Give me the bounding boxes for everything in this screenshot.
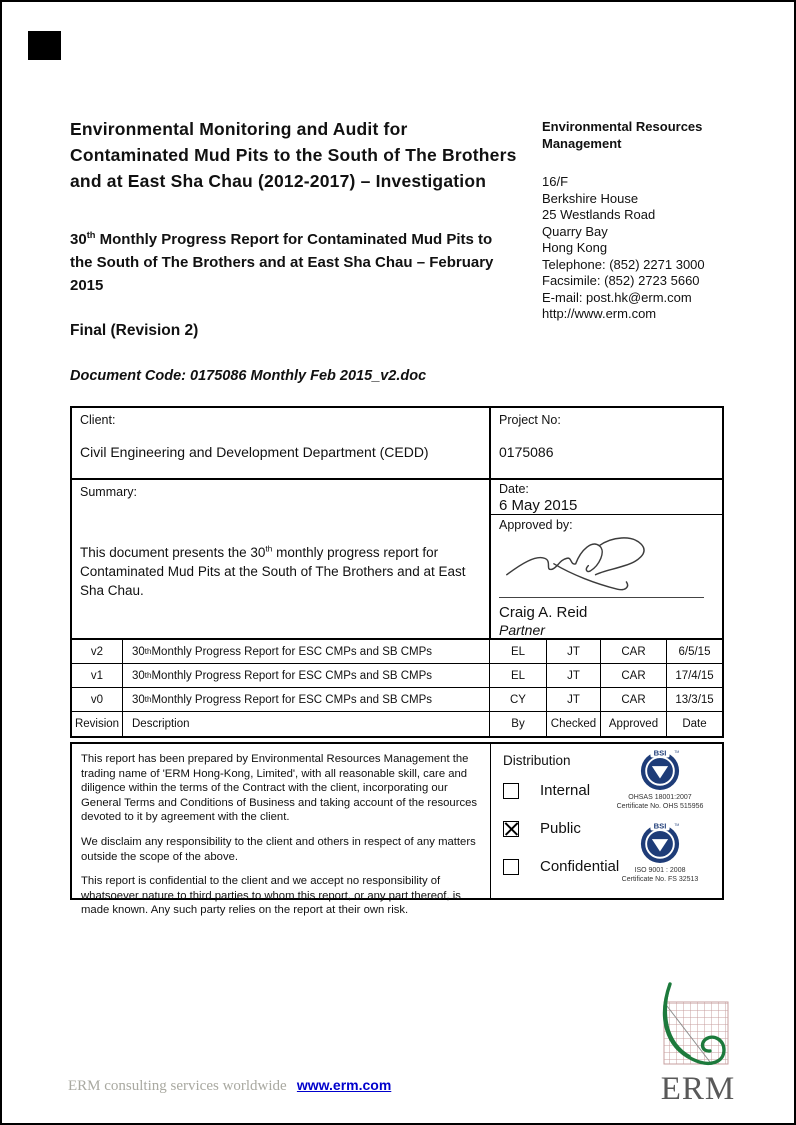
svg-text:TM: TM <box>674 749 680 754</box>
address-line: Berkshire House <box>542 190 639 206</box>
disclaimer-distribution-box <box>70 742 724 917</box>
project-no-label: Project No: <box>499 413 561 427</box>
revision-checked: JT <box>547 664 601 687</box>
signature-scribble <box>499 533 694 591</box>
distribution-cell <box>491 744 722 898</box>
confidential-label: Confidential <box>540 858 620 875</box>
revision-version: v0 <box>72 688 123 711</box>
project-no-cell <box>491 408 722 478</box>
desc-rest: Monthly Progress Report for ESC CMPs and SB CMPs <box>151 645 433 658</box>
internal-label: Internal <box>540 782 591 799</box>
subtitle-text-rest: Monthly Progress Report for Contaminated Mud Pits to the South of The Brothers and at East Sha Chau – February 2015 <box>70 231 494 294</box>
email-line: E-mail: post.hk@erm.com <box>542 289 692 305</box>
revision-date: 6/5/15 <box>678 645 711 658</box>
revision-date: 13/3/15 <box>675 693 714 706</box>
revision-version: v2 <box>72 640 123 663</box>
disclaimer-paragraph: We disclaim any responsibility to the client and others in respect of any matters outside the scope of the above. <box>81 835 476 863</box>
client-label: Client: <box>80 413 116 427</box>
public-checkbox <box>503 821 519 837</box>
distribution-option-public <box>503 820 581 837</box>
date-col-header: Date <box>682 718 707 730</box>
description-col-header: Description <box>123 712 490 736</box>
website-line: http://www.erm.com <box>542 306 657 321</box>
client-cell <box>72 408 491 478</box>
disclaimer-paragraph: This report has been prepared by Environmental Resources Management the trading name of 'ERM Hong-Kong, Limited', with all reasonable skill, care and diligence within the terms of the Contract with the client, incorporating our General Terms and Conditions of Business and taking account of the resources devoted to it by agreement with the client. <box>81 753 478 824</box>
disclaimer-text <box>72 744 491 917</box>
erm-logo <box>647 982 749 1108</box>
checked-col-header: Checked <box>547 712 601 736</box>
approver-name: Craig A. Reid <box>499 604 588 621</box>
summary-pre: This document presents the 30 <box>80 545 266 560</box>
revision-checked: JT <box>547 640 601 663</box>
distribution-label: Distribution <box>503 753 571 768</box>
revision-approved: CAR <box>601 664 667 687</box>
disclaimer-paragraph: This report is confidential to the client and we accept no responsibility of whatsoever nature to third parties to whom this report, or any part thereof, is made known. Any such party relies on the report at their own risk. <box>81 875 461 917</box>
report-title: Environmental Monitoring and Audit for Contaminated Mud Pits to the South of The Brothers and at East Sha Chau (2012-2017) – Investigation <box>70 119 517 191</box>
internal-checkbox <box>503 783 519 799</box>
revision-date: 17/4/15 <box>675 669 714 682</box>
distribution-option-confidential <box>503 858 619 875</box>
revision-checked: JT <box>547 688 601 711</box>
page-footer <box>68 1077 391 1095</box>
date-label: Date: <box>499 482 529 496</box>
erm-wordmark: ERM <box>660 1071 736 1107</box>
date-cell <box>491 480 722 515</box>
certification-number: Certificate No. OHS 515956 <box>616 803 704 810</box>
revision-approved: CAR <box>601 688 667 711</box>
confidential-checkbox <box>503 859 519 875</box>
revision-row <box>72 664 722 688</box>
summary-superscript: th <box>265 543 273 554</box>
report-subtitle <box>70 228 502 297</box>
revision-row <box>72 640 722 664</box>
revision-by: CY <box>490 688 547 711</box>
summary-label: Summary: <box>80 485 137 499</box>
svg-text:BSI: BSI <box>653 821 667 831</box>
bsi-iso-badge <box>604 820 716 884</box>
address-line: 25 Westlands Road <box>542 207 656 222</box>
client-value: Civil Engineering and Development Department (CEDD) <box>80 444 429 460</box>
desc-pre: 30 <box>132 693 145 706</box>
revision-version: v1 <box>72 664 123 687</box>
facsimile-line: Facsimile: (852) 2723 5660 <box>542 273 700 288</box>
footer-tagline: ERM consulting services worldwide <box>68 1078 287 1094</box>
approver-title: Partner <box>499 622 545 638</box>
svg-text:BSI: BSI <box>653 748 667 758</box>
certification-standard: ISO 9001 : 2008 <box>634 867 686 874</box>
summary-rest: monthly progress report for Contaminated Mud Pits at the South of The Brothers and at East Sha Chau. <box>80 545 466 598</box>
corner-mark <box>28 31 61 60</box>
revision-description: 30 th Monthly Progress Report for ESC CMPs and SB CMPs <box>123 688 490 711</box>
public-label: Public <box>540 820 581 837</box>
subtitle-superscript: th <box>86 230 96 240</box>
desc-rest: Monthly Progress Report for ESC CMPs and SB CMPs <box>151 669 433 682</box>
document-code: Document Code: 0175086 Monthly Feb 2015_v2.doc <box>70 368 427 384</box>
revision-row <box>72 688 722 712</box>
address-line: Quarry Bay <box>542 223 608 239</box>
revision-description: 30 th Monthly Progress Report for ESC CMPs and SB CMPs <box>123 640 490 663</box>
revision-description: 30 th Monthly Progress Report for ESC CMPs and SB CMPs <box>123 664 490 687</box>
svg-text:TM: TM <box>674 822 680 827</box>
distribution-option-internal <box>503 782 590 799</box>
revision-col-header: Revision <box>72 712 123 736</box>
document-info-table <box>70 406 724 738</box>
desc-pre: 30 <box>132 645 145 658</box>
address-line: Hong Kong <box>542 240 608 255</box>
company-name: Environmental Resources Management <box>542 119 703 151</box>
bsi-ohsas-badge <box>604 747 716 811</box>
by-col-header: By <box>490 712 547 736</box>
revision-by: EL <box>490 640 547 663</box>
address-line: 16/F <box>542 174 569 189</box>
revision-status: Final (Revision 2) <box>70 322 199 339</box>
telephone-line: Telephone: (852) 2271 3000 <box>542 256 705 272</box>
bsi-roundel-icon <box>639 820 681 864</box>
certification-standard: OHSAS 18001:2007 <box>628 794 692 801</box>
company-address-block <box>542 119 737 323</box>
certification-number: Certificate No. FS 32513 <box>621 876 699 883</box>
approved-by-label: Approved by: <box>499 518 573 532</box>
revision-header-row <box>72 712 722 736</box>
desc-pre: 30 <box>132 669 145 682</box>
summary-text <box>80 543 478 600</box>
signature <box>499 533 704 598</box>
approved-by-cell <box>491 515 722 640</box>
bsi-roundel-icon <box>639 747 681 791</box>
erm-spiral-icon <box>648 982 748 1070</box>
summary-cell <box>72 480 491 638</box>
footer-website-link[interactable]: www.erm.com <box>296 1077 392 1093</box>
subtitle-text: 30 <box>70 231 87 248</box>
revision-by: EL <box>490 664 547 687</box>
project-no-value: 0175086 <box>499 444 554 460</box>
date-value: 6 May 2015 <box>499 497 578 514</box>
desc-rest: Monthly Progress Report for ESC CMPs and SB CMPs <box>151 693 433 706</box>
certification-badges <box>604 747 716 893</box>
revision-approved: CAR <box>601 640 667 663</box>
approved-col-header: Approved <box>601 712 667 736</box>
